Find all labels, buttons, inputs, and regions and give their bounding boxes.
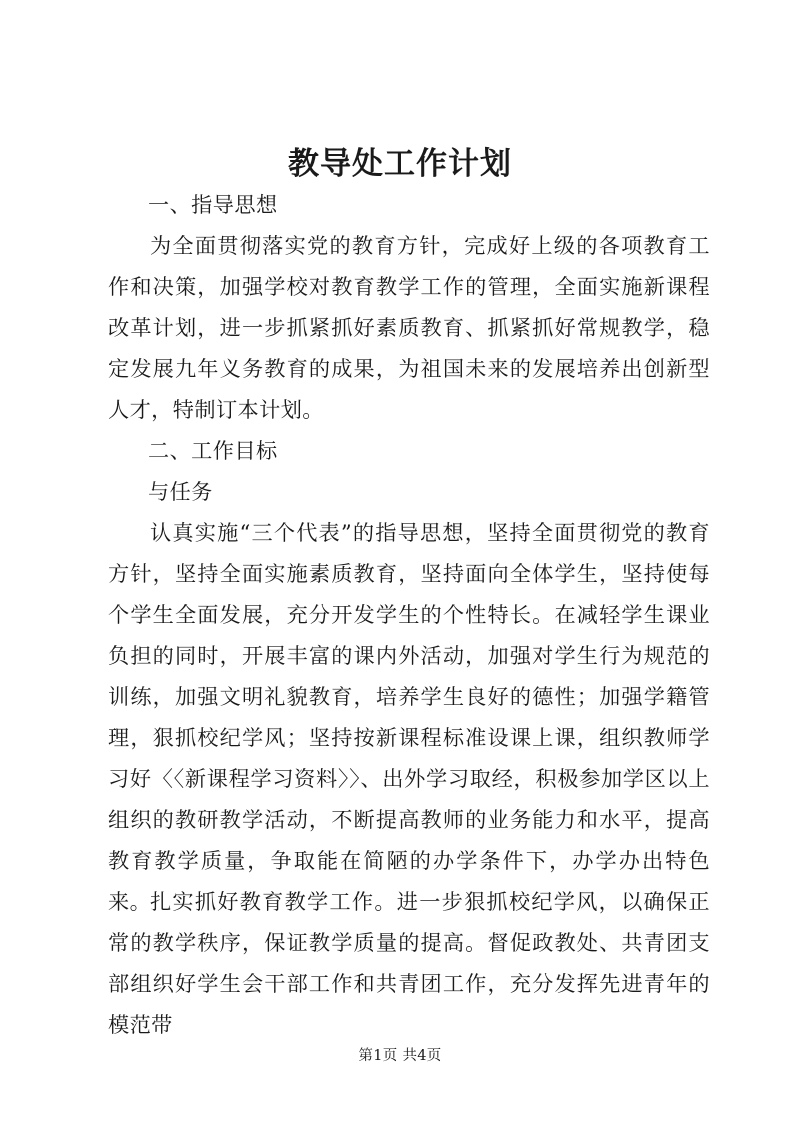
section-paragraph-work-goals	[108, 512, 710, 922]
paragraph-text: 为全面贯彻落实党的教育方针，完成好上级的各项教育工作和决策，加强学校对教育教学工作的管理，全面实施新课程改革计划，进一步抓紧抓好素质教育、抓紧抓好常规教学，稳定发展九年义务教育的成果，为祖国未来的发展培养出创新型人才，特制订本计划。	[108, 233, 710, 422]
paragraph-text: 扎实抓好教育教学工作。进一步狠抓校纪学风，以确保正常的教学秩序，保证教学质量的提高。督促政教处、共青团支部组织好学生会干部工作和共青团工作，充分发挥先进青年的模范带	[108, 889, 710, 1037]
section-heading-work-goals: 二、工作目标	[148, 438, 278, 463]
section-subheading-tasks: 与任务	[148, 479, 213, 504]
page-number-footer: 第1页 共4页	[358, 1048, 442, 1064]
section-paragraph-guiding-ideology	[108, 225, 710, 430]
section-paragraph-teaching-work	[108, 881, 710, 1045]
document-title: 教导处工作计划	[288, 146, 512, 182]
paragraph-text: 认真实施“三个代表”的指导思想，坚持全面贯彻党的教育方针，坚持全面实施素质教育，坚持面向全体学生，坚持使每个学生全面发展，充分开发学生的个性特长。在减轻学生课业负担的同时，开展丰富的课内外活动，加强对学生行为规范的训练，加强文明礼貌教育，培养学生良好的德性；加强学籍管理，狠抓校纪学风；坚持按新课程标准设课上课，组织教师学习好〈〈新课程学习资料〉〉、出外学习取经，积极参加学区以上组织的教研教学活动，不断提高教师的业务能力和水平，提高教育教学质量，争取能在简陋的办学条件下，办学办出特色来。	[108, 520, 710, 914]
section-heading-guiding-ideology: 一、指导思想	[148, 192, 278, 217]
